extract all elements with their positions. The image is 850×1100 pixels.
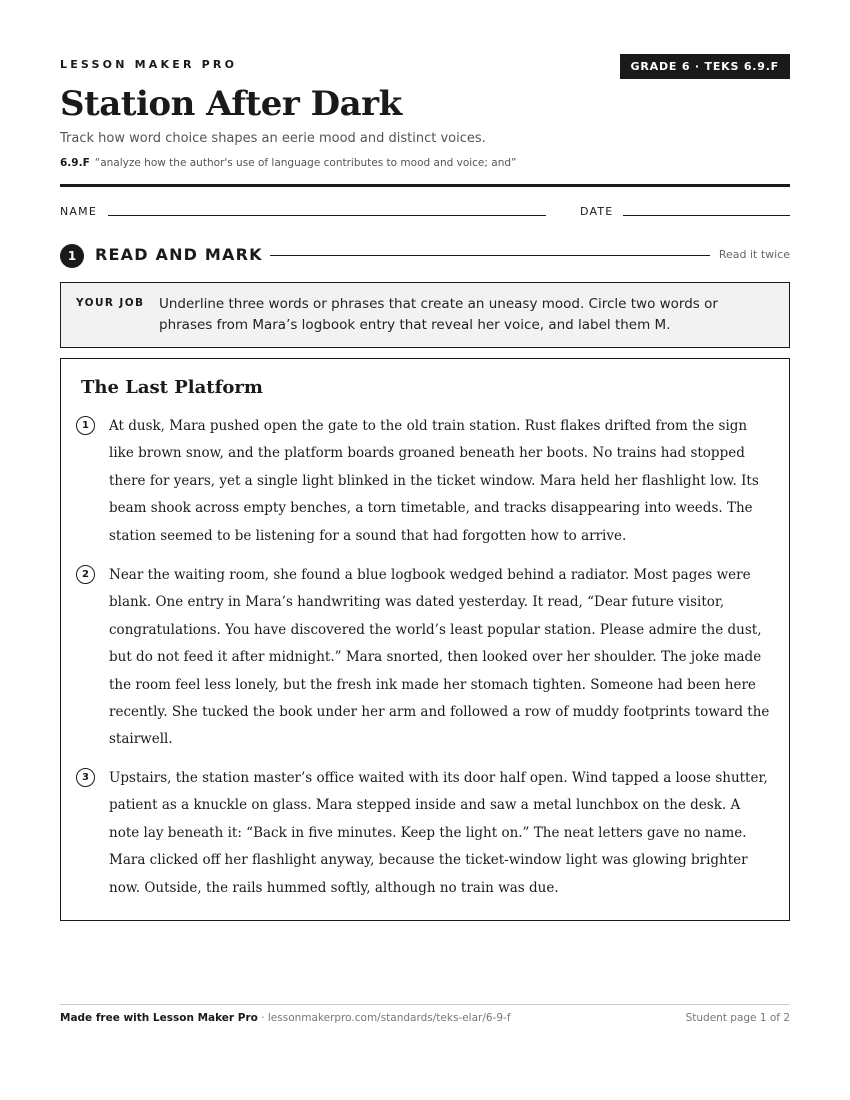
passage-box xyxy=(60,358,790,921)
section-title: READ AND MARK xyxy=(95,245,263,264)
paragraph-text: At dusk, Mara pushed open the gate to the old train station. Rust flakes drifted from the sign like brown snow, and the platform boards groaned beneath her boots. No trains had stopped there for years, yet a single light blinked in the ticket window. Mara held her flashlight low. Its beam shook across empty benches, a torn timetable, and tracks disappearing into weeds. The station seemed to be listening for a sound that had forgotten how to arrive. xyxy=(109,418,759,544)
job-label: YOUR JOB xyxy=(76,297,145,309)
brand-name: LESSON MAKER PRO xyxy=(60,58,238,71)
page-subtitle: Track how word choice shapes an eerie mood and distinct voices. xyxy=(60,131,486,146)
page-title: Station After Dark xyxy=(60,84,402,124)
job-text: Underline three words or phrases that create an uneasy mood. Circle two words or phrases from Mara’s logbook entry that reveal her voice, and label them M. xyxy=(159,296,718,333)
footer-credit xyxy=(60,1012,511,1024)
paragraph-text: Upstairs, the station master’s office waited with its door half open. Wind tapped a loose shutter, patient as a knuckle on glass. Mara stepped inside and saw a metal lunchbox on the desk. A note lay beneath it: “Back in five minutes. Keep the light on.” The neat letters gave no name. Mara clicked off her flashlight anyway, because the ticket-window light was glowing brighter now. Outside, the rails hummed softly, although no train was due. xyxy=(109,770,768,896)
name-line[interactable] xyxy=(108,215,546,216)
paragraph-number: 2 xyxy=(76,565,95,584)
footer-url[interactable]: · lessonmakerpro.com/standards/teks-elar/6-9-f xyxy=(261,1012,511,1024)
section-number: 1 xyxy=(60,244,84,268)
name-label: NAME xyxy=(60,205,97,218)
standard-text: “analyze how the author's use of language contributes to mood and voice; and” xyxy=(94,157,517,169)
job-box xyxy=(60,282,790,348)
paragraph-number: 3 xyxy=(76,768,95,787)
header-divider xyxy=(60,184,790,187)
paragraph-number: 1 xyxy=(76,416,95,435)
section-note: Read it twice xyxy=(718,248,790,261)
footer-divider xyxy=(60,1004,790,1005)
passage-title: The Last Platform xyxy=(81,377,263,398)
footer-made-with: Made free with Lesson Maker Pro xyxy=(60,1012,258,1024)
date-line[interactable] xyxy=(623,215,790,216)
date-label: DATE xyxy=(580,205,614,218)
footer-page-number: Student page 1 of 2 xyxy=(685,1012,790,1024)
grade-badge: GRADE 6 · TEKS 6.9.F xyxy=(620,54,790,79)
standard-code: 6.9.F xyxy=(60,157,90,169)
paragraph-text: Near the waiting room, she found a blue logbook wedged behind a radiator. Most pages were blank. One entry in Mara’s handwriting was dated yesterday. It read, “Dear future visitor, congratulations. You have discovered the world’s least popular station. Please admire the dust, but do not feed it after midnight.” Mara snorted, then looked over her shoulder. The joke made the room feel less lonely, but the fresh ink made her stomach tighten. Someone had been here recently. She tucked the book under her arm and followed a row of muddy footprints toward the stairwell. xyxy=(109,567,770,748)
standard-line xyxy=(60,157,516,169)
section-divider xyxy=(270,255,710,256)
